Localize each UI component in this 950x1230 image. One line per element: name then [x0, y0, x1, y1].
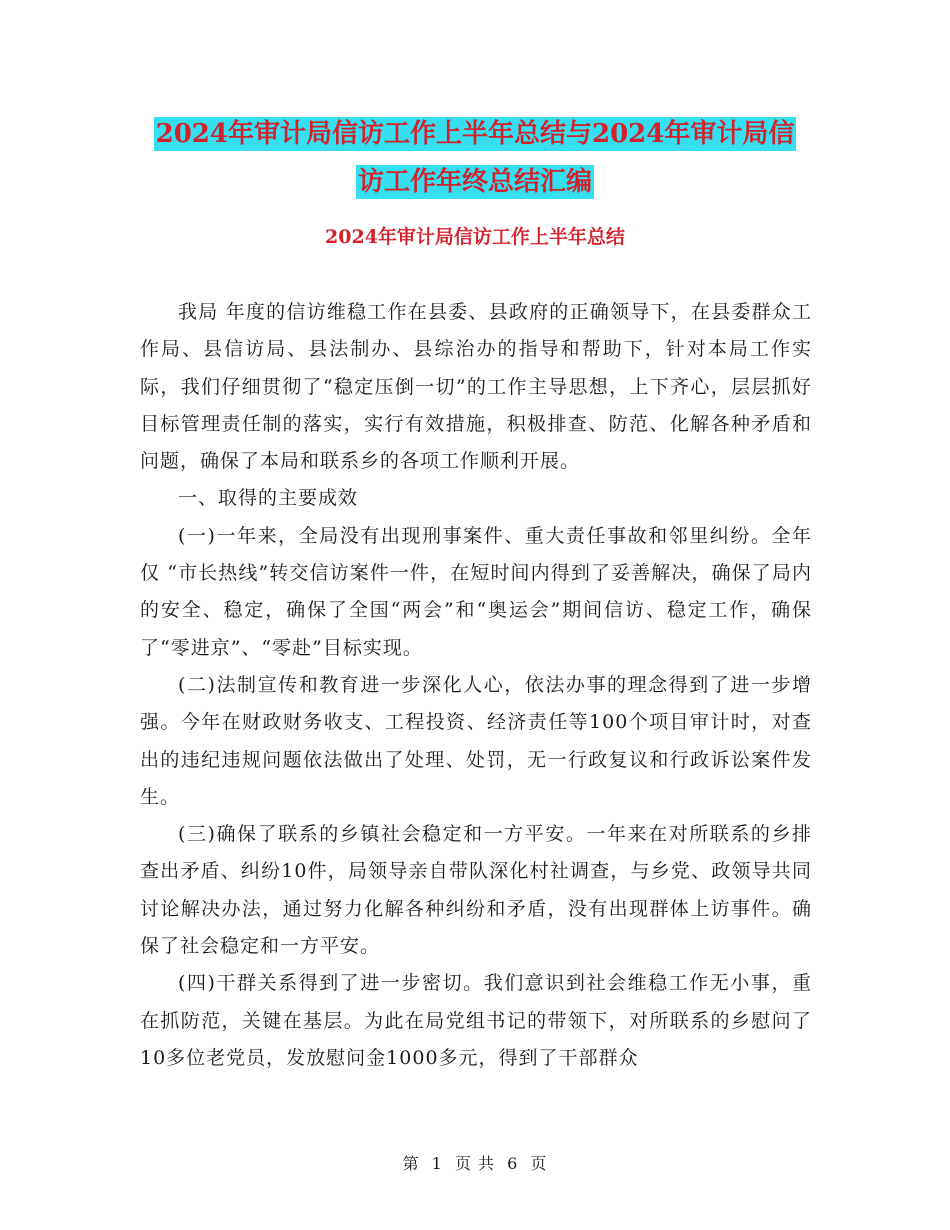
paragraph: (一)一年来，全局没有出现刑事案件、重大责任事故和邻里纠纷。全年仅 “市长热线”转交信访案件一件，在短时间内得到了妥善解决，确保了局内的安全、稳定，确保了全国“两会”和“奥运会”期间信访、稳定工作，确保了“零进京”、“零赴”目标实现。: [140, 524, 812, 659]
title-line-1: 2024年审计局信访工作上半年总结与2024年审计局信: [155, 119, 795, 149]
footer-prefix: 第: [402, 1154, 420, 1173]
paragraph: 我局 年度的信访维稳工作在县委、县政府的正确领导下，在县委群众工作局、县信访局、县法制办、县综治办的指导和帮助下，针对本局工作实际，我们仔细贯彻了“稳定压倒一切”的工作主导思想，上下齐心，层层抓好目标管理责任制的落实，实行有效措施，积极排查、防范、化解各种矛盾和问题，确保了本局和联系乡的各项工作顺利开展。: [140, 301, 812, 473]
section-title: 2024年审计局信访工作上半年总结: [325, 226, 625, 248]
total-pages-number: 6: [507, 1154, 519, 1173]
paragraph: (三)确保了联系的乡镇社会稳定和一方平安。一年来在对所联系的乡排查出矛盾、纠纷10件，局领导亲自带队深化村社调查，与乡党、政领导共同讨论解决办法，通过努力化解各种纠纷和矛盾，没有出现群体上访事件。确保了社会稳定和一方平安。: [140, 823, 812, 958]
document-body: [140, 294, 812, 1077]
paragraph: (二)法制宣传和教育进一步深化人心，依法办事的理念得到了进一步增强。今年在财政财务收支、工程投资、经济责任等100个项目审计时，对查出的违纪违规问题依法做出了处理、处罚，无一行政复议和行政诉讼案件发生。: [140, 673, 812, 808]
current-page-number: 1: [431, 1154, 443, 1173]
paragraph: (四)干群关系得到了进一步密切。我们意识到社会维稳工作无小事，重在抓防范，关键在基层。为此在局党组书记的带领下，对所联系的乡慰问了10多位老党员，发放慰问金1000多元，得到了干部群众: [140, 972, 812, 1069]
document-title: [0, 110, 950, 206]
page-footer: [0, 1151, 950, 1174]
title-line-2: 访工作年终总结汇编: [357, 167, 592, 197]
section-heading: 一、取得的主要成效: [178, 487, 359, 510]
footer-suffix: 页: [530, 1154, 548, 1173]
footer-middle: 页 共: [454, 1154, 496, 1173]
